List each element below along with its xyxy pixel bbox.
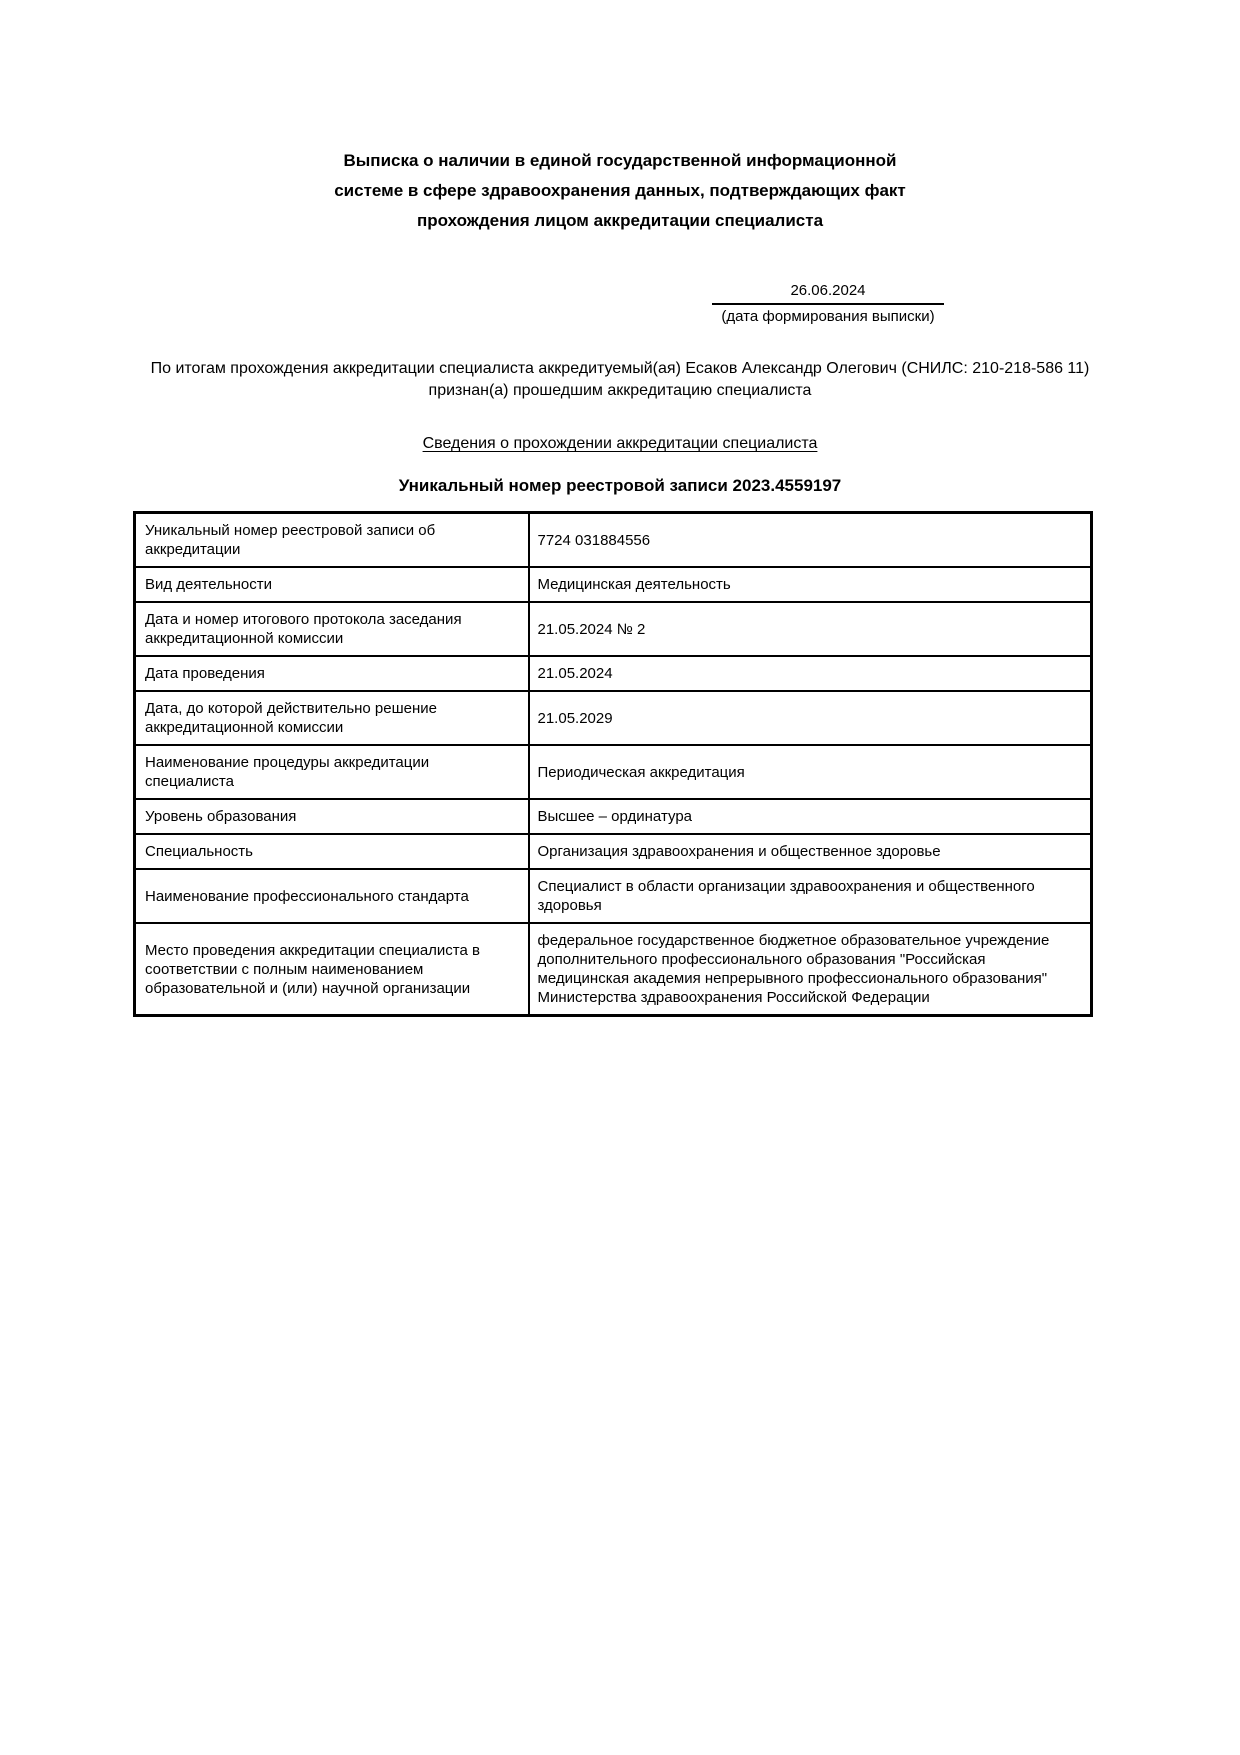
section-heading: Сведения о прохождении аккредитации специалиста bbox=[422, 435, 818, 452]
registry-number-heading: Уникальный номер реестровой записи 2023.4559197 bbox=[398, 476, 842, 495]
intro-line: признан(а) прошедшим аккредитацию специалиста bbox=[428, 382, 812, 399]
extract-date: 26.06.2024 bbox=[712, 282, 944, 305]
row-label: Наименование процедуры аккредитации специалиста bbox=[135, 745, 529, 799]
row-label: Дата, до которой действительно решение аккредитационной комиссии bbox=[135, 691, 529, 745]
extract-date-caption: (дата формирования выписки) bbox=[721, 308, 935, 325]
document-title-line: Выписка о наличии в единой государственной информационной bbox=[343, 151, 897, 170]
document-title-line: прохождения лицом аккредитации специалиста bbox=[416, 211, 824, 230]
row-label: Специальность bbox=[135, 834, 529, 869]
row-label: Место проведения аккредитации специалиста в соответствии с полным наименованием образовательной и (или) научной организации bbox=[135, 923, 529, 1016]
row-value: Периодическая аккредитация bbox=[529, 745, 1092, 799]
row-label: Уникальный номер реестровой записи об аккредитации bbox=[135, 513, 529, 568]
extract-date-block bbox=[712, 282, 944, 325]
row-value: федеральное государственное бюджетное образовательное учреждение дополнительного профессионального образования "Российская медицинская академия непрерывного профессионального образования" Министерства здравоохранения Российской Федерации bbox=[529, 923, 1092, 1016]
intro-paragraph bbox=[0, 358, 1240, 402]
document-title bbox=[0, 0, 1240, 236]
intro-line: По итогам прохождения аккредитации специалиста аккредитуемый(ая) Есаков Александр Олегович (СНИЛС: 210-218-586 11) bbox=[150, 360, 1090, 377]
row-value: 21.05.2024 bbox=[529, 656, 1092, 691]
table-row bbox=[135, 656, 1092, 691]
accreditation-table bbox=[133, 511, 1093, 1017]
row-value: 21.05.2029 bbox=[529, 691, 1092, 745]
row-label: Дата и номер итогового протокола заседания аккредитационной комиссии bbox=[135, 602, 529, 656]
row-value: Высшее – ординатура bbox=[529, 799, 1092, 834]
table-row bbox=[135, 869, 1092, 923]
row-value: Организация здравоохранения и общественное здоровье bbox=[529, 834, 1092, 869]
row-label: Уровень образования bbox=[135, 799, 529, 834]
row-value: Специалист в области организации здравоохранения и общественного здоровья bbox=[529, 869, 1092, 923]
document-title-line: системе в сфере здравоохранения данных, подтверждающих факт bbox=[334, 181, 906, 200]
row-label: Дата проведения bbox=[135, 656, 529, 691]
table-row bbox=[135, 834, 1092, 869]
row-value: 21.05.2024 № 2 bbox=[529, 602, 1092, 656]
table-row bbox=[135, 923, 1092, 1016]
row-label: Наименование профессионального стандарта bbox=[135, 869, 529, 923]
row-value: Медицинская деятельность bbox=[529, 567, 1092, 602]
table-row bbox=[135, 602, 1092, 656]
row-label: Вид деятельности bbox=[135, 567, 529, 602]
table-row bbox=[135, 745, 1092, 799]
table-row bbox=[135, 513, 1092, 568]
row-value: 7724 031884556 bbox=[529, 513, 1092, 568]
table-row bbox=[135, 691, 1092, 745]
table-row bbox=[135, 567, 1092, 602]
table-row bbox=[135, 799, 1092, 834]
